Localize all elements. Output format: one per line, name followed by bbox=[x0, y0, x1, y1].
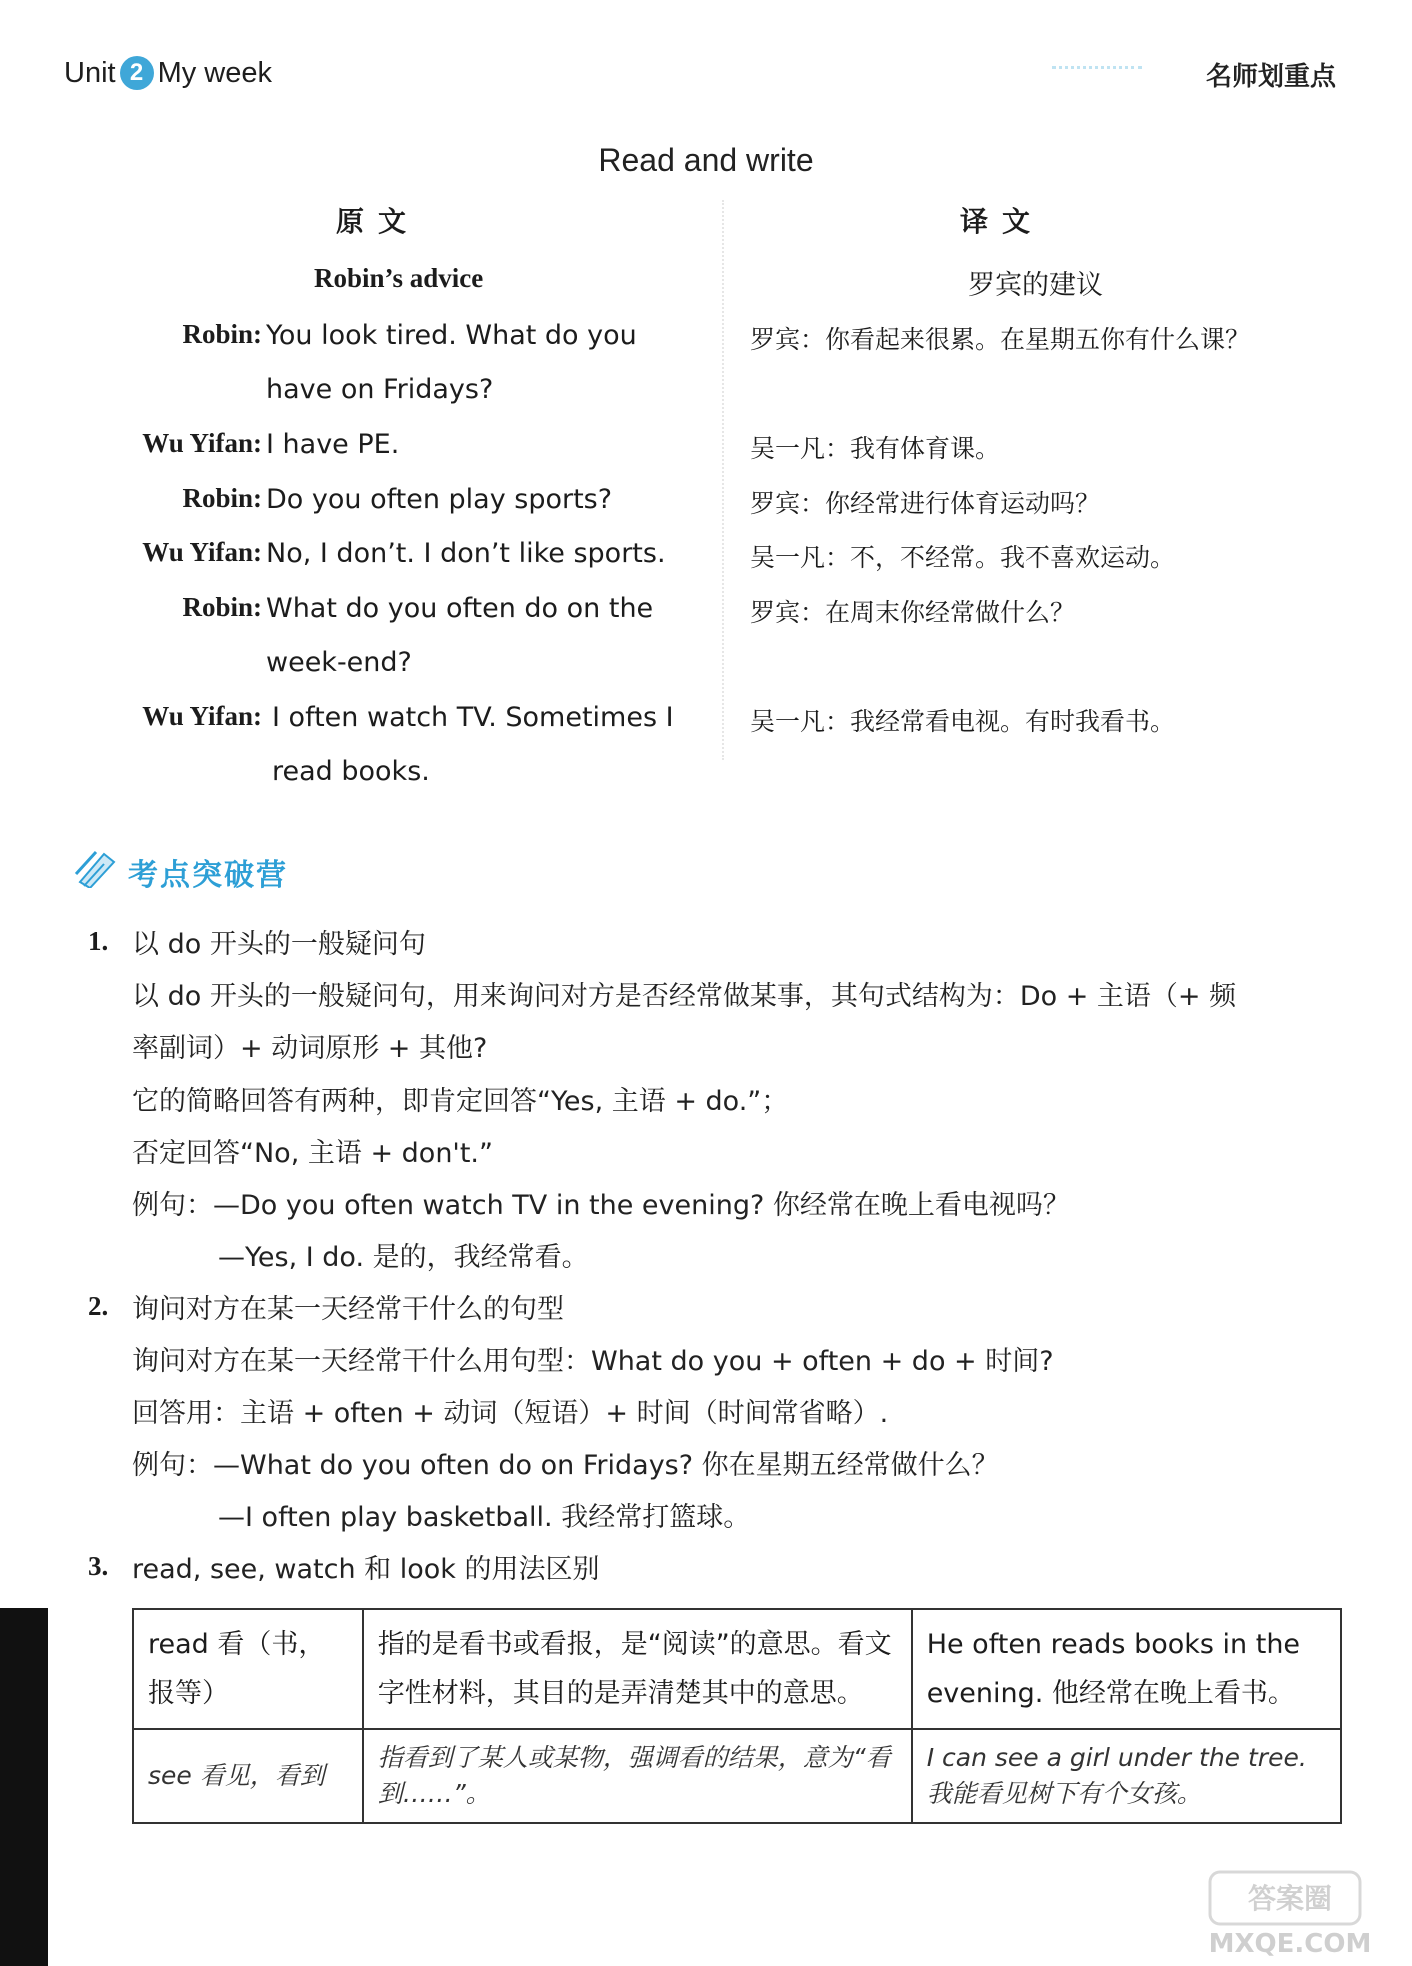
table-cell-meaning: 指的是看书或看报，是“阅读”的意思。看文字性材料，其目的是弄清楚其中的意思。 bbox=[363, 1609, 912, 1729]
pencil-icon bbox=[74, 848, 118, 888]
watermark-text: MXQE.COM bbox=[1208, 1929, 1372, 1959]
header-decoration bbox=[1052, 66, 1142, 73]
table-cell-example: He often reads books in the evening. 他经常在晚上看书。 bbox=[912, 1609, 1341, 1729]
table-cell-word: read 看（书，报等） bbox=[133, 1609, 363, 1729]
point-number: 3. bbox=[88, 1551, 109, 1581]
dialogue-line-zh: 吴一凡：我经常看电视。有时我看书。 bbox=[750, 707, 1176, 736]
point-number: 1. bbox=[88, 926, 109, 956]
speaker-label: Wu Yifan: bbox=[142, 428, 262, 458]
dialogue-line-en: You look tired. What do you have on Fridays? bbox=[266, 320, 637, 405]
point-number: 2. bbox=[88, 1291, 109, 1321]
speaker-label: Robin: bbox=[182, 592, 262, 622]
speaker-label: Wu Yifan: bbox=[142, 537, 262, 567]
speaker-label: Robin: bbox=[182, 319, 262, 349]
point-line: 否定回答“No, 主语 + don't.” bbox=[132, 1138, 494, 1169]
speaker-label: Robin: bbox=[182, 483, 262, 513]
point-line: 率副词）+ 动词原形 + 其他? bbox=[132, 1033, 488, 1064]
kaodian-title: 考点突破营 bbox=[128, 858, 288, 893]
dialogue-line-zh: 吴一凡：我有体育课。 bbox=[750, 434, 1001, 463]
point-line: 回答用：主语 + often + 动词（短语）+ 时间（时间常省略）. bbox=[132, 1398, 889, 1429]
unit-label bbox=[64, 56, 272, 90]
dialogue-line-zh: 罗宾：在周末你经常做什么？ bbox=[750, 598, 1076, 627]
table-cell-word: see 看见，看到 bbox=[133, 1729, 363, 1823]
point-line: 例句：—What do you often do on Fridays? 你在星期五经常做什么？ bbox=[132, 1450, 999, 1481]
dialogue-line-en: I have PE. bbox=[266, 429, 400, 460]
table-row bbox=[133, 1729, 1341, 1823]
dialogue-line-en: Do you often play sports? bbox=[266, 484, 613, 515]
dialogue-title-zh: 罗宾的建议 bbox=[968, 270, 1103, 301]
dialogue-line-en: No, I don’t. I don’t like sports. bbox=[266, 538, 666, 569]
point-line: 以 do 开头的一般疑问句，用来询问对方是否经常做某事，其句式结构为：Do + 主语（+ 频 bbox=[132, 981, 1237, 1012]
watermark-logo bbox=[1180, 1870, 1400, 1960]
dialogue-line-en: I often watch TV. Sometimes I read books. bbox=[272, 702, 674, 787]
point-line: —Yes, I do. 是的，我经常看。 bbox=[218, 1242, 589, 1273]
scan-edge-bar bbox=[0, 1608, 48, 1966]
table-row bbox=[133, 1609, 1341, 1729]
table-cell-meaning: 指看到了某人或某物，强调看的结果，意为“看到……”。 bbox=[363, 1729, 912, 1823]
point-heading: 询问对方在某一天经常干什么的句型 bbox=[132, 1294, 564, 1325]
original-text-heading: 原文 bbox=[336, 205, 421, 238]
point-line: 它的简略回答有两种，即肯定回答“Yes, 主语 + do.”； bbox=[132, 1086, 789, 1117]
point-line: 询问对方在某一天经常干什么用句型：What do you + often + do + 时间? bbox=[132, 1346, 1054, 1377]
column-divider bbox=[722, 200, 724, 760]
unit-number-badge: 2 bbox=[120, 56, 154, 90]
section-title: Read and write bbox=[598, 142, 814, 178]
svg-text:答案圈: 答案圈 bbox=[1247, 1882, 1333, 1915]
point-heading: read, see, watch 和 look 的用法区别 bbox=[132, 1554, 600, 1585]
dialogue-line-zh: 吴一凡：不，不经常。我不喜欢运动。 bbox=[750, 543, 1176, 572]
header-right-label: 名师划重点 bbox=[1205, 62, 1336, 92]
dialogue-line-en: What do you often do on the week-end? bbox=[266, 593, 654, 678]
speaker-label: Wu Yifan: bbox=[142, 701, 262, 731]
point-line: 例句：—Do you often watch TV in the evening? 你经常在晚上看电视吗？ bbox=[132, 1190, 1070, 1221]
dialogue-line-zh: 罗宾：你经常进行体育运动吗？ bbox=[750, 489, 1101, 518]
point-heading: 以 do 开头的一般疑问句 bbox=[132, 929, 426, 960]
dialogue-title-en: Robin’s advice bbox=[314, 263, 484, 293]
point-line: —I often play basketball. 我经常打篮球。 bbox=[218, 1502, 751, 1533]
dialogue-line-zh: 罗宾：你看起来很累。在星期五你有什么课？ bbox=[750, 325, 1251, 354]
translation-heading: 译文 bbox=[960, 205, 1045, 238]
usage-table bbox=[132, 1608, 1342, 1824]
unit-title: My week bbox=[157, 56, 272, 89]
table-cell-example: I can see a girl under the tree. 我能看见树下有个女孩。 bbox=[912, 1729, 1341, 1823]
unit-prefix: Unit bbox=[64, 56, 116, 89]
